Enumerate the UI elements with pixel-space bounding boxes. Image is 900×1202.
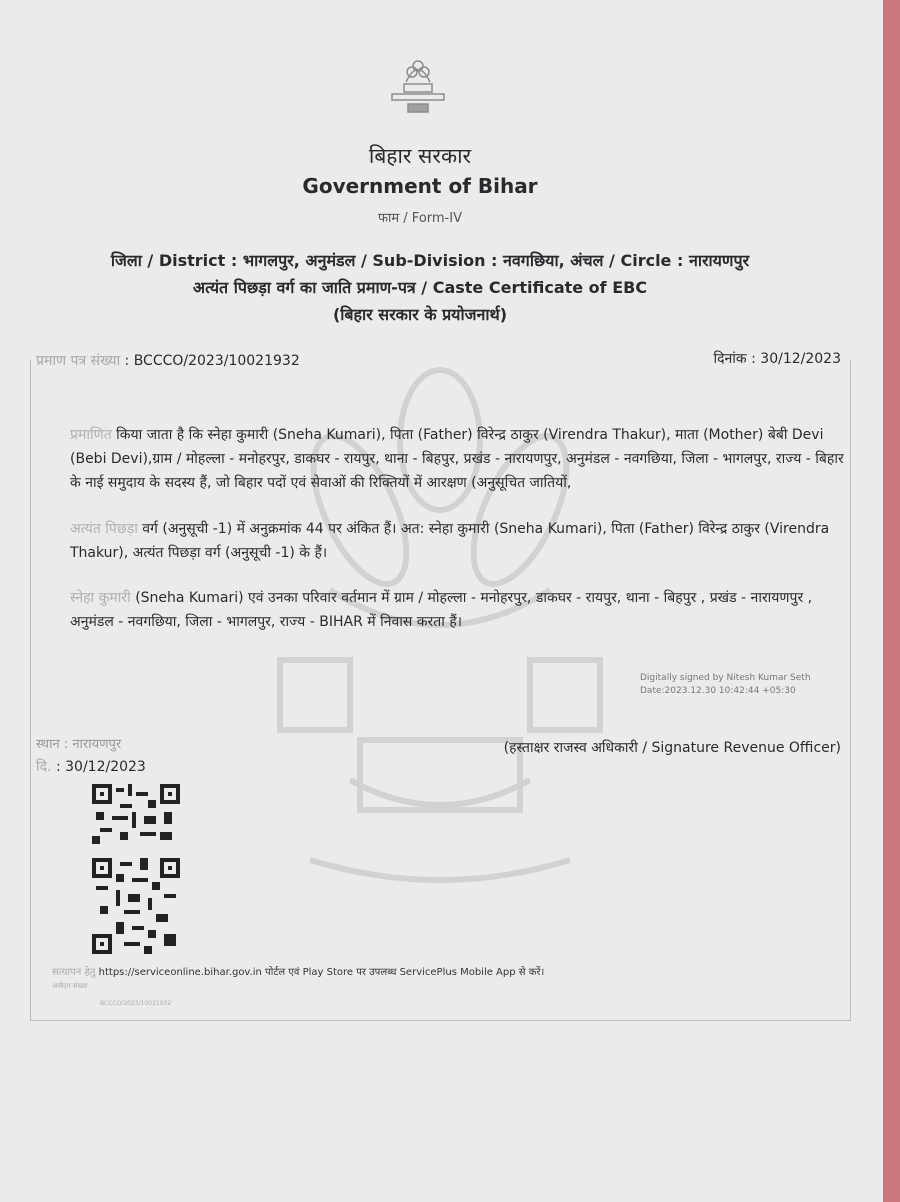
paragraph-2-faded: अत्यंत पिछड़ा (70, 521, 143, 537)
verification-footer (52, 964, 544, 978)
border-right (850, 360, 851, 1020)
paragraph-category (70, 518, 845, 566)
issue-date-value: : 30/12/2023 (55, 759, 146, 775)
certificate-date: दिनांक : 30/12/2023 (713, 351, 841, 367)
certificate-number (36, 351, 300, 370)
footer-small-line: आवेदन संख्या (52, 982, 88, 990)
footer-faded: सत्यापन हेतु (52, 967, 99, 978)
district-line: जिला / District : भागलपुर, अनुमंडल / Sub-Division : नवगछिया, अंचल / Circle : नारायणपुर (110, 251, 750, 270)
qr-code-icon (92, 784, 180, 844)
issue-date-label: दि. (36, 759, 52, 775)
ashoka-emblem-icon (378, 52, 458, 122)
certificate-title: अत्यंत पिछड़ा वर्ग का जाति प्रमाण-पत्र / Caste Certificate of EBC (192, 278, 648, 297)
place-label: स्थान : नारायणपुर (36, 737, 122, 752)
paragraph-3-text: (Sneha Kumari) एवं उनका परिवार वर्तमान में ग्राम / मोहल्ला - मनोहरपुर, डाकघर - रायपुर, थाना - बिहपुर , प्रखंड - नारायणपुर , अनुमंडल - नवगछिया, जिला - भागलपुर, राज्य - BIHAR में निवास करता हैं। (70, 590, 813, 630)
signature-label: (हस्ताक्षर राजस्व अधिकारी / Signature Revenue Officer) (503, 740, 841, 756)
footer-small-line-2: BCCCO/2023/10021932 (100, 1000, 172, 1007)
paragraph-certification (70, 424, 845, 495)
government-title: Government of Bihar (302, 174, 538, 198)
paragraph-2-text: वर्ग (अनुसूची -1) में अनुक्रमांक 44 पर अंकित हैं। अत: स्नेहा कुमारी (Sneha Kumari), पिता (Father) विरेन्द्र ठाकुर (Virendra Thakur), अत्यंत पिछड़ा वर्ग (अनुसूची -1) के हैं। (70, 521, 830, 561)
footer-text: https://serviceonline.bihar.gov.in पोर्टल एवं Play Store पर उपलब्ध ServicePlus Mobile App से करें। (98, 967, 545, 978)
paragraph-1-faded: प्रमाणित (70, 427, 117, 443)
form-label: फाम / Form-IV (378, 211, 462, 226)
paragraph-3-faded: स्नेहा कुमारी (70, 590, 136, 606)
border-bottom (30, 1020, 851, 1021)
border-left (30, 360, 31, 1020)
digital-signature-line-2: Date:2023.12.30 10:42:44 +05:30 (640, 685, 796, 696)
issue-date (36, 757, 146, 776)
paragraph-1-text: किया जाता है कि स्नेहा कुमारी (Sneha Kumari), पिता (Father) विरेन्द्र ठाकुर (Virendra Thakur), माता (Mother) बेबी Devi (Bebi Devi),ग्राम / मोहल्ला - मनोहरपुर, डाकघर - रायपुर, थाना - बिहपुर, प्रखंड - नारायणपुर, अनुमंडल - नवगछिया, जिला - भागलपुर, राज्य - बिहार के नाई समुदाय के सदस्य हैं, जो बिहार पदों एवं सेवाओं की रिक्तियों में आरक्षण (अनुसूचित जातियों, (70, 427, 844, 491)
certificate-number-value: : BCCCO/2023/10021932 (124, 353, 300, 369)
government-title-hindi: बिहार सरकार (368, 144, 472, 168)
background-edge (883, 0, 900, 1202)
digital-signature (640, 672, 811, 697)
certificate-purpose: (बिहार सरकार के प्रयोजनार्थ) (332, 305, 508, 324)
paragraph-residence (70, 587, 845, 635)
qr-code-icon (92, 858, 180, 954)
digital-signature-line-1: Digitally signed by Nitesh Kumar Seth (640, 673, 811, 683)
certificate-number-label: प्रमाण पत्र संख्या (36, 353, 121, 369)
